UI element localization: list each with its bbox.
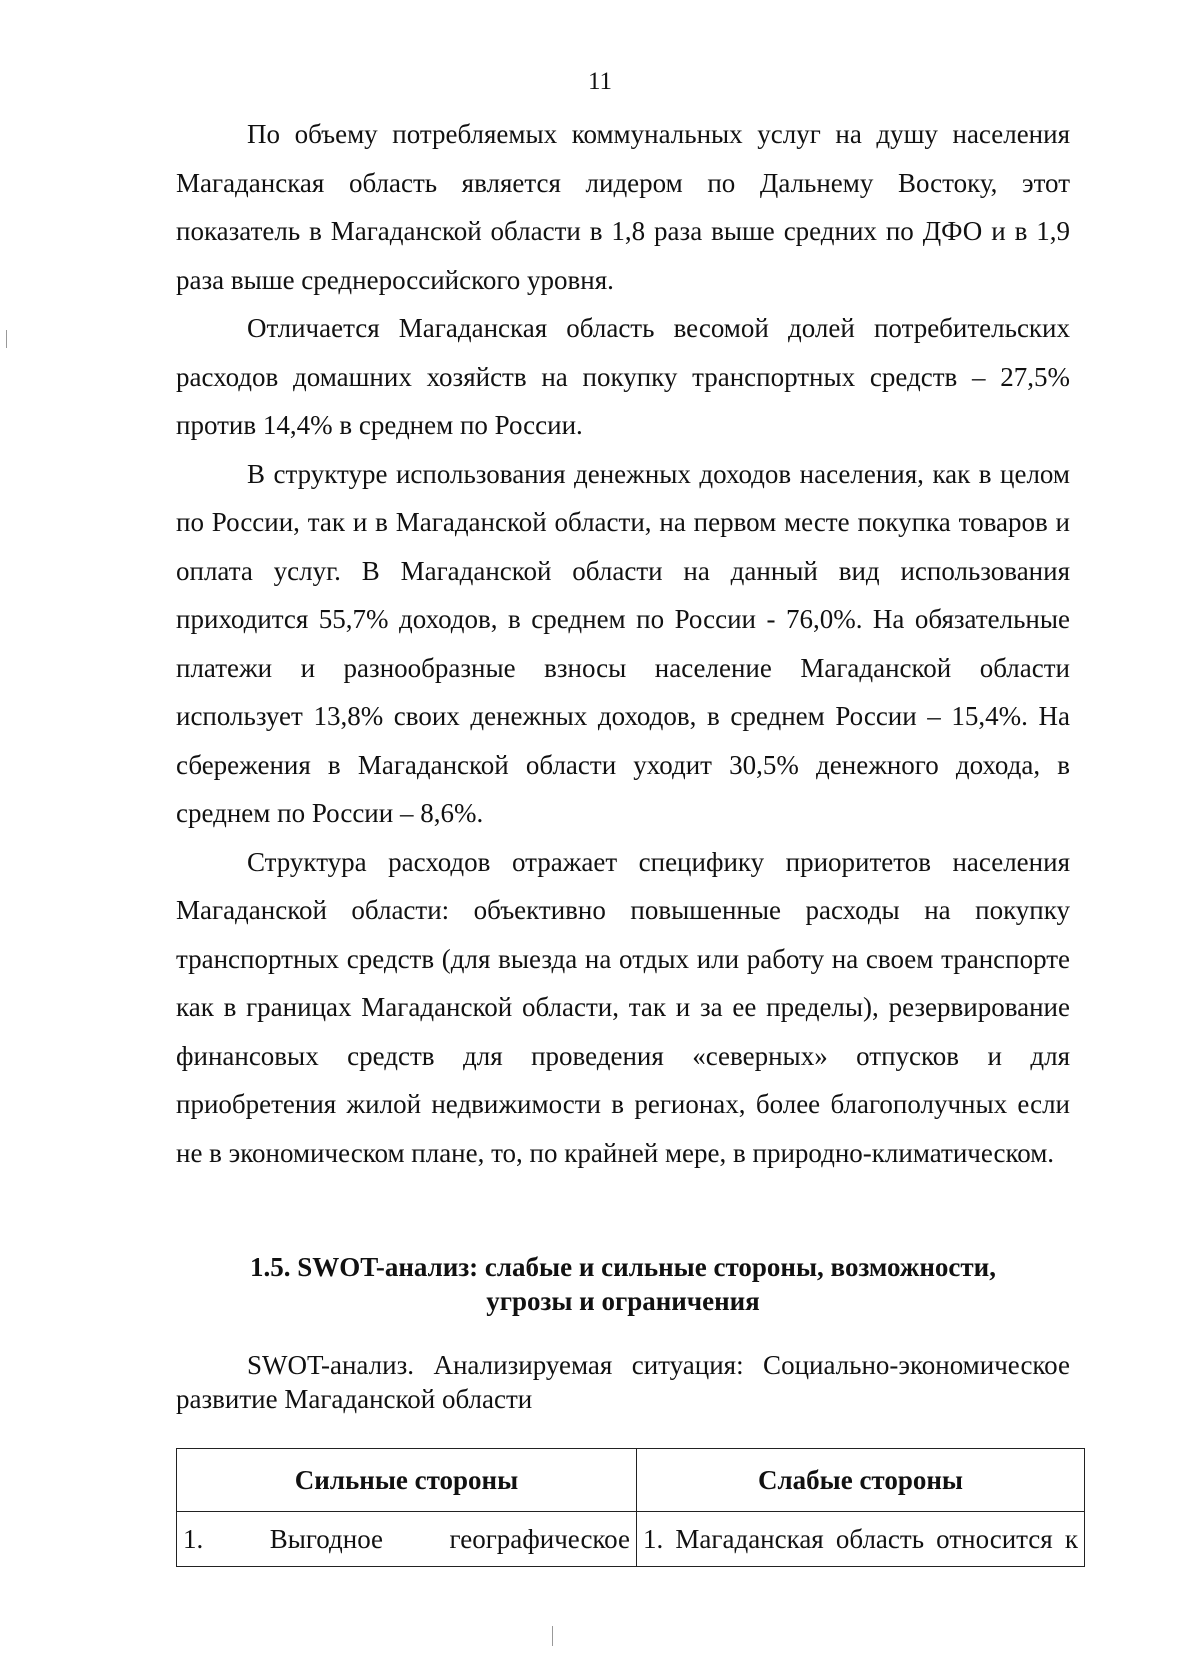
scan-mark-left [6,330,7,348]
paragraph-expense-priorities: Структура расходов отражает специфику приоритетов населения Магаданской области: объективно повышенные расходы на покупку транспортных средств (для выезда на отдых или работу на своем транспорте как в границах Магаданской области, так и за ее пределы), резервирование финансовых средств для проведения «северных» отпусков и для приобретения жилой недвижимости в регионах, более благополучных если не в экономическом плане, то, по крайней мере, в природно-климатическом. [176,846,1070,1168]
table-row [177,1512,1085,1567]
table-header-row [177,1449,1085,1512]
section-title-line-1: 1.5. SWOT-анализ: слабые и сильные стороны, возможности, [250,1252,996,1282]
strength-item-1: 1. Выгодное географическое [177,1512,637,1567]
paragraph-income-structure: В структуре использования денежных доходов населения, как в целом по России, так и в Магаданской области, на первом месте покупка товаров и оплата услуг. В Магаданской области на данный вид использования приходится 55,7% доходов, в среднем по России - 76,0%. На обязательные платежи и разнообразные взносы население Магаданской области использует 13,8% своих денежных доходов, в среднем России – 15,4%. На сбережения в Магаданской области уходит 30,5% денежного дохода, в среднем по России – 8,6%. [176,458,1070,828]
section-title [176,1250,1070,1318]
header-strengths: Сильные стороны [177,1449,637,1512]
page-number: 11 [587,68,613,95]
weakness-item-1: 1. Магаданская область относится к [637,1512,1085,1567]
section-title-line-2: угрозы и ограничения [486,1286,760,1316]
scan-mark-bottom [552,1626,553,1646]
paragraph-utilities: По объему потребляемых коммунальных услуг на душу населения Магаданская область является лидером по Дальнему Востоку, этот показатель в Магаданской области в 1,8 раза выше средних по ДФО и в 1,9 раза выше среднероссийского уровня. [176,119,1070,295]
swot-intro: SWOT-анализ. Анализируемая ситуация: Социально-экономическое развитие Магаданской области [176,1350,1070,1414]
body-text [176,110,1070,1177]
swot-table [176,1448,1085,1567]
header-weaknesses: Слабые стороны [637,1449,1085,1512]
paragraph-transport-spending: Отличается Магаданская область весомой долей потребительских расходов домашних хозяйств на покупку транспортных средств – 27,5% против 14,4% в среднем по России. [176,313,1070,440]
